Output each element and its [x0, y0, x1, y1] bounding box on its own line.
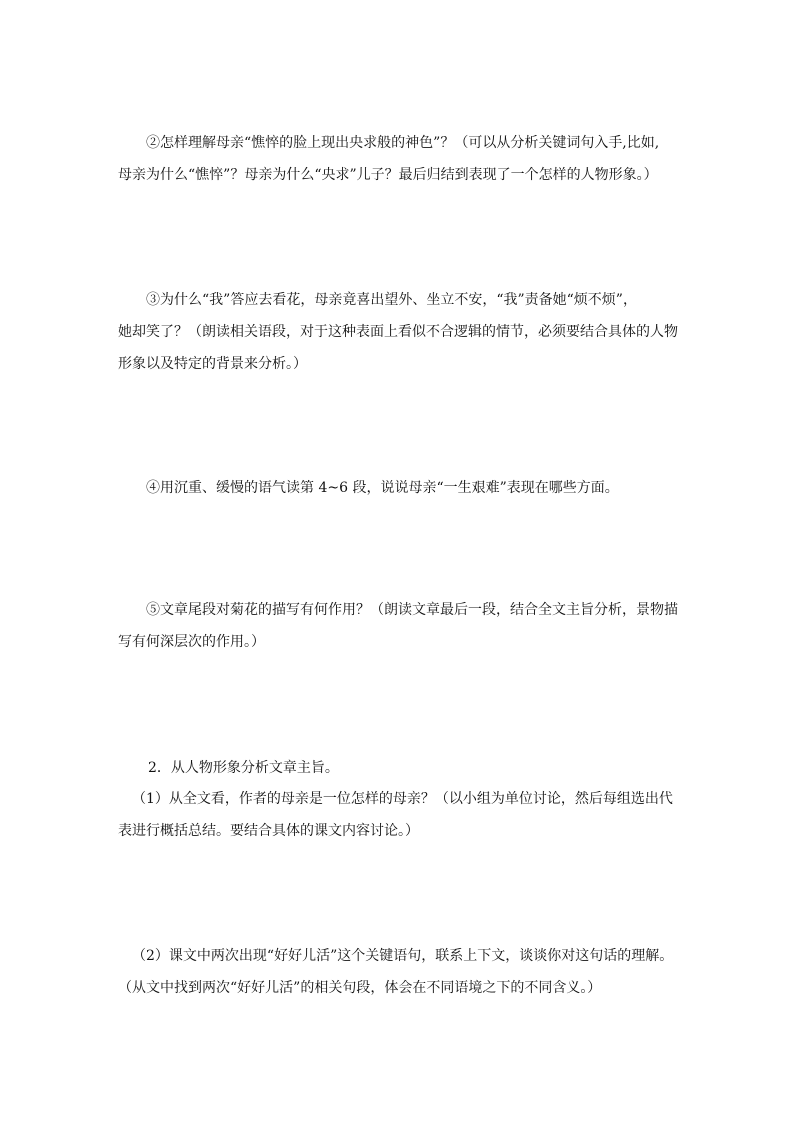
question-3-line-1: ③为什么“我”答应去看花，母亲竟喜出望外、坐立不安，“我”责备她“烦不烦”，	[146, 292, 637, 308]
section-2-sub-2-paragraph	[118, 940, 683, 1004]
question-2-paragraph	[118, 127, 683, 191]
question-5-paragraph	[118, 594, 683, 658]
question-3-line-3: 形象以及特定的背景来分析。）	[118, 356, 307, 372]
question-2-line-2: 母亲为什么“憔悴”？母亲为什么“央求”儿子？最后归结到表现了一个怎样的人物形象。）	[118, 167, 658, 183]
question-5-line-1: ⑤文章尾段对菊花的描写有何作用？（朗读文章最后一段，结合全文主旨分析，景物描	[146, 602, 678, 618]
question-2-line-1: ②怎样理解母亲“憔悴的脸上现出央求般的神色”？（可以从分析关键词句入手,比如,	[146, 135, 660, 151]
section-2-sub-1-line-1: （1）从全文看，作者的母亲是一位怎样的母亲？（以小组为单位讨论，然后每组选出代	[132, 791, 673, 807]
section-2-sub-2-line-2: （从文中找到两次“好好儿活”的相关句段，体会在不同语境之下的不同含义。）	[118, 980, 602, 996]
section-2-title-text: 2．从人物形象分析文章主旨。	[148, 760, 339, 776]
question-4-paragraph	[118, 472, 683, 504]
question-3-line-2: 她却笑了？（朗读相关语段，对于这种表面上看似不合逻辑的情节，必须要结合具体的人物	[118, 324, 678, 340]
question-5-line-2: 写有何深层次的作用。）	[118, 634, 265, 650]
section-2-title	[118, 752, 683, 784]
question-3-paragraph	[118, 284, 683, 380]
question-4-line-1: ④用沉重、缓慢的语气读第 4~6 段，说说母亲“一生艰难”表现在哪些方面。	[146, 480, 619, 496]
section-2-sub-1-line-2: 表进行概括总结。要结合具体的课文内容讨论。）	[118, 823, 419, 839]
section-2-sub-2-line-1: （2）课文中两次出现“好好儿活”这个关键语句，联系上下文，谈谈你对这句话的理解。	[132, 948, 674, 964]
section-2-sub-1-paragraph	[118, 783, 683, 847]
